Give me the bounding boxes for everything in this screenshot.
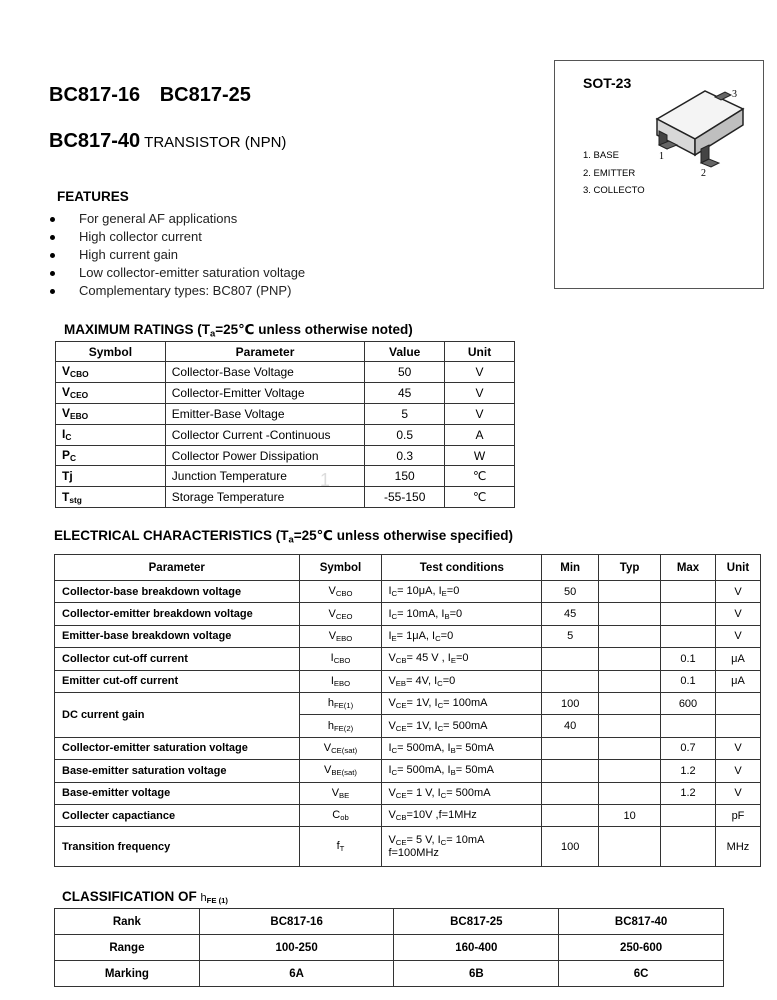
watermark	[320, 470, 332, 491]
table-row	[56, 466, 515, 487]
pin-list	[583, 147, 645, 200]
row-label-cell: Range	[55, 935, 200, 961]
symbol-main: I	[330, 652, 334, 665]
table-row	[55, 804, 761, 826]
value-cell: 6B	[394, 961, 559, 987]
symbol-main: f	[336, 840, 340, 853]
symbol-cell	[299, 827, 382, 867]
test-conditions-cell: $I_C= 10mA$, $I_B=0$	[382, 603, 542, 625]
electrical-characteristics-table	[54, 554, 761, 867]
typ-cell	[599, 692, 661, 714]
symbol-main: h	[327, 719, 334, 732]
table-row	[55, 961, 724, 987]
value-cell: 100-250	[199, 935, 394, 961]
feature-item	[48, 282, 305, 300]
features-heading: FEATURES	[57, 189, 129, 204]
part-numbers-title	[49, 84, 251, 107]
symbol-cell	[299, 782, 382, 804]
column-header: Symbol	[56, 342, 166, 362]
unit-cell: V	[715, 760, 760, 782]
symbol-main: Tj	[62, 468, 73, 483]
symbol-cell	[56, 362, 166, 383]
parameter-cell: Emitter-Base Voltage	[165, 403, 365, 424]
symbol-sub: EBO	[336, 633, 353, 643]
symbol-sub: FE(2)	[333, 723, 354, 733]
test-conditions-cell: $V_{EB}= 4V$, $I_C=0$	[382, 670, 542, 692]
parameter-cell: Collecter capactiance	[55, 804, 300, 826]
symbol-sub: BE(sat)	[331, 768, 357, 778]
parameter-cell: Junction Temperature	[165, 466, 365, 487]
parameter-cell: Collector-Base Voltage	[165, 362, 365, 383]
table-row	[55, 737, 761, 759]
bullet-icon	[50, 217, 55, 222]
symbol-sub: FE(1)	[333, 701, 354, 711]
parameter-cell: Collector-base breakdown voltage	[55, 581, 300, 603]
symbol-main: V	[324, 764, 332, 777]
min-cell: 50	[542, 581, 599, 603]
electrical-heading-pre: ELECTRICAL CHARACTERISTICS (T	[54, 528, 289, 543]
min-cell: 5	[542, 625, 599, 647]
electrical-heading-post: =25℃ unless otherwise specified)	[293, 528, 514, 543]
value-cell: 6C	[559, 961, 724, 987]
test-conditions-cell: $V_{CB}= 45$ V , $I_E=0$	[382, 648, 542, 670]
min-cell: 100	[542, 827, 599, 867]
feature-item	[48, 264, 305, 282]
classification-heading	[62, 889, 228, 905]
typ-cell	[599, 625, 661, 647]
classification-table	[54, 908, 724, 987]
classification-heading-text: CLASSIFICATION OF	[62, 889, 197, 904]
test-conditions-cell: $V_{CB}=10V$ ,f=1MHz	[382, 804, 542, 826]
bullet-icon	[50, 289, 55, 294]
table-row	[56, 424, 515, 445]
package-name: SOT-23	[583, 75, 632, 91]
max-cell	[661, 625, 716, 647]
unit-cell: pF	[715, 804, 760, 826]
parameter-cell: Base-emitter voltage	[55, 782, 300, 804]
unit-cell: V	[715, 625, 760, 647]
max-ratings-heading-sub: a	[209, 328, 216, 340]
value-cell: BC817-40	[559, 909, 724, 935]
typ-cell	[599, 670, 661, 692]
value-cell: -55-150	[365, 487, 445, 508]
pin-3-number: 3	[732, 89, 737, 100]
table-row	[55, 625, 761, 647]
value-cell: 50	[365, 362, 445, 383]
table-row	[55, 603, 761, 625]
part-title-line-2	[49, 130, 286, 153]
max-cell	[661, 581, 716, 603]
max-ratings-table	[55, 341, 515, 508]
unit-cell: V	[715, 603, 760, 625]
sot23-package-drawing	[645, 79, 755, 189]
column-header: Parameter	[165, 342, 365, 362]
symbol-sub: ob	[340, 813, 349, 823]
min-cell: 45	[542, 603, 599, 625]
bullet-icon	[50, 271, 55, 276]
symbol-main: I	[330, 674, 334, 687]
min-cell	[542, 804, 599, 826]
symbol-sub: CBO	[335, 589, 353, 599]
feature-text: Low collector-emitter saturation voltage	[79, 265, 306, 280]
table-row	[56, 445, 515, 466]
symbol-main: V	[331, 786, 340, 799]
symbol-sub: EBO	[333, 678, 351, 688]
symbol-cell	[299, 760, 382, 782]
symbol-cell	[56, 382, 166, 403]
min-cell	[542, 670, 599, 692]
table-row	[55, 581, 761, 603]
pin-3-label: 3. COLLECTO	[583, 185, 645, 196]
value-cell: 6A	[199, 961, 394, 987]
min-cell	[542, 782, 599, 804]
symbol-cell	[299, 715, 382, 737]
max-cell	[661, 827, 716, 867]
symbol-sub: BE	[339, 790, 350, 800]
test-conditions-cell: $I_C= 500mA$, $I_B= 50mA$	[382, 737, 542, 759]
unit-cell	[715, 692, 760, 714]
column-header: Max	[661, 555, 716, 581]
max-cell: 0.7	[661, 737, 716, 759]
symbol-sub: CBO	[70, 369, 89, 380]
symbol-main: I	[62, 427, 66, 442]
symbol-main: V	[323, 741, 332, 754]
parameter-cell: Emitter-base breakdown voltage	[55, 625, 300, 647]
symbol-main: P	[62, 447, 71, 462]
bullet-icon	[50, 253, 55, 258]
symbol-cell	[299, 625, 382, 647]
value-cell: 45	[365, 382, 445, 403]
symbol-main: V	[328, 585, 336, 598]
column-header: Parameter	[55, 555, 300, 581]
symbol-main: V	[328, 630, 337, 643]
symbol-cell	[56, 466, 166, 487]
symbol-sub: T	[339, 844, 345, 854]
test-conditions-cell: $I_E= 1\mu A$, $I_C=0$	[382, 625, 542, 647]
part-number-a: BC817-16	[49, 84, 141, 106]
typ-cell	[599, 648, 661, 670]
max-cell: 0.1	[661, 648, 716, 670]
max-cell: 0.1	[661, 670, 716, 692]
min-cell	[542, 648, 599, 670]
feature-item	[48, 210, 305, 228]
typ-cell	[599, 715, 661, 737]
test-conditions-cell: $V_{CE}= 1$ V, $I_C= 500mA$	[382, 782, 542, 804]
value-cell: BC817-16	[199, 909, 394, 935]
parameter-cell: DC current gain	[55, 692, 300, 737]
table-row	[55, 935, 724, 961]
typ-cell	[599, 827, 661, 867]
pin-1-label: 1. BASE	[583, 150, 619, 161]
unit-cell: MHz	[715, 827, 760, 867]
table-row	[55, 827, 761, 867]
electrical-heading	[54, 528, 513, 545]
symbol-sub: C	[70, 453, 77, 464]
unit-cell: μA	[715, 648, 760, 670]
symbol-main: V	[62, 385, 71, 400]
max-ratings-heading-post: =25℃ unless otherwise noted)	[215, 322, 413, 337]
symbol-sub: EBO	[70, 411, 89, 422]
value-cell: 150	[365, 466, 445, 487]
max-ratings-heading-pre: MAXIMUM RATINGS (T	[64, 322, 210, 337]
value-cell: BC817-25	[394, 909, 559, 935]
max-ratings-heading	[64, 322, 413, 339]
parameter-cell: Collector-emitter saturation voltage	[55, 737, 300, 759]
unit-cell: V	[445, 403, 515, 424]
value-cell: 5	[365, 403, 445, 424]
parameter-cell: Collector Current -Continuous	[165, 424, 365, 445]
symbol-cell	[299, 737, 382, 759]
parameter-cell: Emitter cut-off current	[55, 670, 300, 692]
parameter-cell: Storage Temperature	[165, 487, 365, 508]
table-row	[55, 692, 761, 714]
column-header: Unit	[445, 342, 515, 362]
classification-heading-sub: FE (1)	[206, 895, 228, 905]
unit-cell: V	[445, 362, 515, 383]
parameter-cell: Base-emitter saturation voltage	[55, 760, 300, 782]
symbol-cell	[299, 804, 382, 826]
features-list	[48, 210, 305, 300]
parameter-cell: Collector cut-off current	[55, 648, 300, 670]
value-cell: 250-600	[559, 935, 724, 961]
symbol-cell	[299, 581, 382, 603]
symbol-sub: C	[65, 432, 72, 443]
test-conditions-cell: $I_C= 10\mu A$, $I_E=0$	[382, 581, 542, 603]
max-cell	[661, 804, 716, 826]
symbol-cell	[299, 670, 382, 692]
value-cell: 0.5	[365, 424, 445, 445]
unit-cell: V	[715, 581, 760, 603]
max-cell	[661, 603, 716, 625]
table-row	[55, 782, 761, 804]
electrical-heading-sub: a	[288, 534, 294, 546]
symbol-cell	[56, 487, 166, 508]
row-label-cell: Rank	[55, 909, 200, 935]
column-header: Test conditions	[382, 555, 542, 581]
watermark-text: 1	[320, 470, 333, 490]
parameter-cell: Collector-emitter breakdown voltage	[55, 603, 300, 625]
device-type: TRANSISTOR (NPN)	[144, 134, 287, 151]
feature-item	[48, 246, 305, 264]
value-cell: 0.3	[365, 445, 445, 466]
unit-cell: W	[445, 445, 515, 466]
typ-cell	[599, 782, 661, 804]
symbol-cell	[299, 692, 382, 714]
package-box	[554, 60, 764, 289]
symbol-cell	[56, 403, 166, 424]
max-cell: 1.2	[661, 760, 716, 782]
test-conditions-cell: $I_C= 500mA$, $I_B= 50mA$	[382, 760, 542, 782]
symbol-main: T	[62, 489, 70, 504]
bullet-icon	[50, 235, 55, 240]
symbol-main: C	[332, 809, 341, 822]
typ-cell	[599, 760, 661, 782]
typ-cell: 10	[599, 804, 661, 826]
pin-2-number: 2	[701, 168, 706, 179]
table-row	[55, 648, 761, 670]
value-cell: 160-400	[394, 935, 559, 961]
unit-cell: V	[445, 382, 515, 403]
unit-cell	[715, 715, 760, 737]
parameter-cell: Transition frequency	[55, 827, 300, 867]
min-cell	[542, 760, 599, 782]
table-row	[55, 670, 761, 692]
table-row	[55, 909, 724, 935]
unit-cell: V	[715, 737, 760, 759]
min-cell: 100	[542, 692, 599, 714]
classification-heading-sym: h	[200, 892, 207, 904]
pin-1-number: 1	[659, 151, 664, 162]
unit-cell: μA	[715, 670, 760, 692]
test-conditions-cell: $V_{CE}= 1V$, $I_C= 100mA$	[382, 692, 542, 714]
parameter-cell: Collector-Emitter Voltage	[165, 382, 365, 403]
part-number-c: BC817-40	[49, 130, 141, 152]
column-header: Typ	[599, 555, 661, 581]
feature-text: Complementary types: BC807 (PNP)	[79, 283, 292, 298]
symbol-cell	[56, 424, 166, 445]
symbol-main: V	[328, 607, 336, 620]
feature-text: For general AF applications	[79, 211, 238, 226]
column-header: Unit	[715, 555, 760, 581]
unit-cell: ℃	[445, 466, 515, 487]
part-number-b: BC817-25	[159, 84, 251, 106]
column-header: Value	[365, 342, 445, 362]
symbol-sub: stg	[69, 494, 82, 505]
feature-item	[48, 228, 305, 246]
feature-text: High collector current	[79, 229, 202, 244]
symbol-cell	[56, 445, 166, 466]
test-conditions-cell: $V_{CE}= 5$ V, $I_C= 10mA$ f=100MHz	[382, 827, 542, 867]
symbol-sub: CBO	[333, 656, 351, 666]
table-row	[56, 487, 515, 508]
max-cell: 600	[661, 692, 716, 714]
row-label-cell: Marking	[55, 961, 200, 987]
symbol-main: h	[327, 697, 334, 710]
typ-cell	[599, 603, 661, 625]
typ-cell	[599, 737, 661, 759]
symbol-main: V	[62, 364, 71, 379]
parameter-cell: Collector Power Dissipation	[165, 445, 365, 466]
symbol-cell	[299, 603, 382, 625]
table-row	[56, 403, 515, 424]
symbol-sub: CE(sat)	[331, 745, 358, 755]
table-row	[56, 362, 515, 383]
pin-2-label: 2. EMITTER	[583, 167, 636, 179]
typ-cell	[599, 581, 661, 603]
min-cell: 40	[542, 715, 599, 737]
symbol-cell	[299, 648, 382, 670]
table-row	[55, 760, 761, 782]
max-cell: 1.2	[661, 782, 716, 804]
column-header: Min	[542, 555, 599, 581]
min-cell	[542, 737, 599, 759]
max-cell	[661, 715, 716, 737]
unit-cell: ℃	[445, 487, 515, 508]
column-header: Symbol	[299, 555, 382, 581]
test-conditions-cell: $V_{CE}= 1V$, $I_C= 500mA$	[382, 715, 542, 737]
symbol-sub: CEO	[70, 390, 89, 401]
unit-cell: A	[445, 424, 515, 445]
table-row	[56, 382, 515, 403]
symbol-main: V	[62, 406, 71, 421]
feature-text: High current gain	[79, 247, 178, 262]
symbol-sub: CEO	[335, 611, 353, 621]
unit-cell: V	[715, 782, 760, 804]
